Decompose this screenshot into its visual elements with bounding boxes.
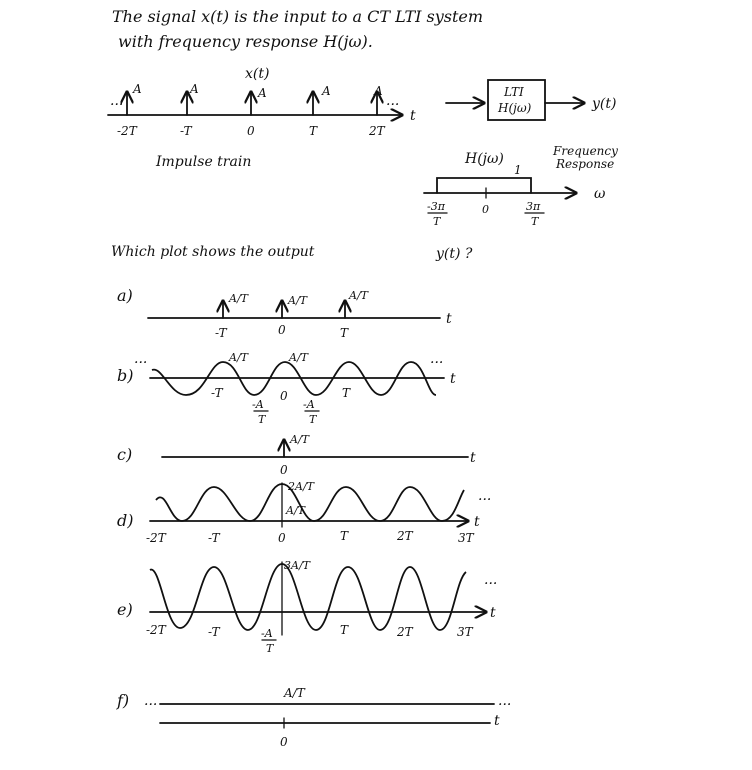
option-b-label: b) [117,366,134,385]
input-tick-neg-2T: -2T [117,124,137,138]
option-f-label: f) [117,691,130,710]
input-axis-var: t [410,108,416,124]
input-signal-label: x(t) [245,66,270,82]
option-c-label: c) [117,445,133,464]
option-a-tick-neg-T: -T [215,326,227,340]
option-a-amp-3: A/T [349,289,368,302]
option-b-tick-0: 0 [280,389,288,403]
option-b-ellipsis-right: ... [430,351,444,367]
option-f-ellipsis-left: ... [144,693,158,709]
input-tick-neg-T: -T [180,124,192,138]
option-d-tick-neg-2T: -2T [146,531,166,545]
input-ellipsis-right: ... [386,93,400,109]
option-b-neg-den-2: T [309,413,317,426]
option-e-neg-den: T [266,642,274,655]
freq-gain-label: 1 [514,163,522,177]
option-b-neg-num-2: -A [303,398,315,411]
freq-left-den: T [433,215,441,228]
option-e [117,559,497,655]
option-e-tick-3T: 3T [457,625,473,639]
input-amp-label-5: A [374,84,383,98]
option-f-axis-var: t [494,713,500,729]
option-d-axis-var: t [474,514,480,530]
input-caption: Impulse train [156,154,252,170]
option-a-label: a) [117,286,133,305]
option-e-tick-T: T [340,623,349,637]
freq-title: H(jω) [465,151,504,167]
freq-caption-1: Frequency [553,144,618,158]
input-tick-2T: 2T [369,124,385,138]
option-e-label: e) [117,600,133,619]
option-b-amp-1: A/T [229,351,248,364]
option-e-neg-num: -A [261,627,273,640]
option-c-zero: 0 [280,463,288,477]
option-d [117,480,491,545]
header-line-1: The signal x(t) is the input to a CT LTI system [112,7,484,26]
freq-axis-var: ω [594,186,606,202]
option-f-level-label: A/T [284,686,305,700]
option-f [116,686,511,749]
option-f-ellipsis-right: ... [498,693,512,709]
option-c-amp: A/T [290,433,309,446]
option-b-tick-neg-T: -T [211,386,223,400]
option-e-peak-label: 3A/T [284,559,310,572]
header-line-2: with frequency response H(jω). [118,32,373,51]
option-d-tick-neg-T: -T [208,531,220,545]
input-amp-label-1: A [133,82,142,96]
option-d-peak-label: 2A/T [288,480,314,493]
system-output-label: y(t) [592,96,617,112]
freq-zero-label: 0 [482,203,489,216]
lti-system-block [446,80,616,120]
option-e-ellipsis-right: ... [484,572,498,588]
option-f-zero: 0 [280,735,288,749]
option-d-tick-3T: 3T [458,531,474,545]
option-e-axis-var: t [490,605,496,621]
system-box-line-2: H(jω) [498,101,532,115]
question-output: y(t) ? [436,246,473,262]
option-a-tick-T: T [340,326,349,340]
option-d-mid-label: A/T [286,504,305,517]
input-impulse-train [108,66,416,170]
question-text: Which plot shows the output [111,244,315,260]
freq-right-den: T [531,215,539,228]
option-b-axis-var: t [450,371,456,387]
option-d-tick-2T: 2T [397,529,413,543]
option-a-tick-0: 0 [278,323,286,337]
freq-right-num: 3π [526,200,541,213]
option-d-label: d) [117,511,134,530]
option-e-tick-neg-T: -T [208,625,220,639]
input-amp-label-4: A [322,84,331,98]
option-d-ellipsis-right: ... [478,488,492,504]
freq-passband-rect [437,178,531,193]
option-c [117,433,476,477]
input-tick-T: T [309,124,318,138]
option-a-amp-1: A/T [229,292,248,305]
input-amp-label-3: A [258,86,267,100]
option-b-neg-den-1: T [258,413,266,426]
option-b-neg-num-1: -A [252,398,264,411]
option-b-amp-2: A/T [289,351,308,364]
input-amp-label-2: A [190,82,199,96]
freq-left-num: -3π [427,200,445,213]
option-d-tick-T: T [340,529,349,543]
option-e-tick-neg-2T: -2T [146,623,166,637]
option-e-waveform [150,564,466,630]
system-box-line-1: LTI [504,85,524,99]
input-ellipsis-left: ... [110,93,124,109]
input-tick-0: 0 [247,124,255,138]
option-b-ellipsis-left: ... [134,351,148,367]
option-a [117,286,452,340]
frequency-response-plot [424,144,618,228]
option-c-axis-var: t [470,450,476,466]
option-b [117,351,456,426]
option-e-tick-2T: 2T [397,625,413,639]
option-b-tick-T: T [342,386,351,400]
option-a-axis-var: t [446,311,452,327]
freq-caption-2: Response [556,157,615,171]
option-d-tick-0: 0 [278,531,286,545]
option-a-amp-2: A/T [288,294,307,307]
